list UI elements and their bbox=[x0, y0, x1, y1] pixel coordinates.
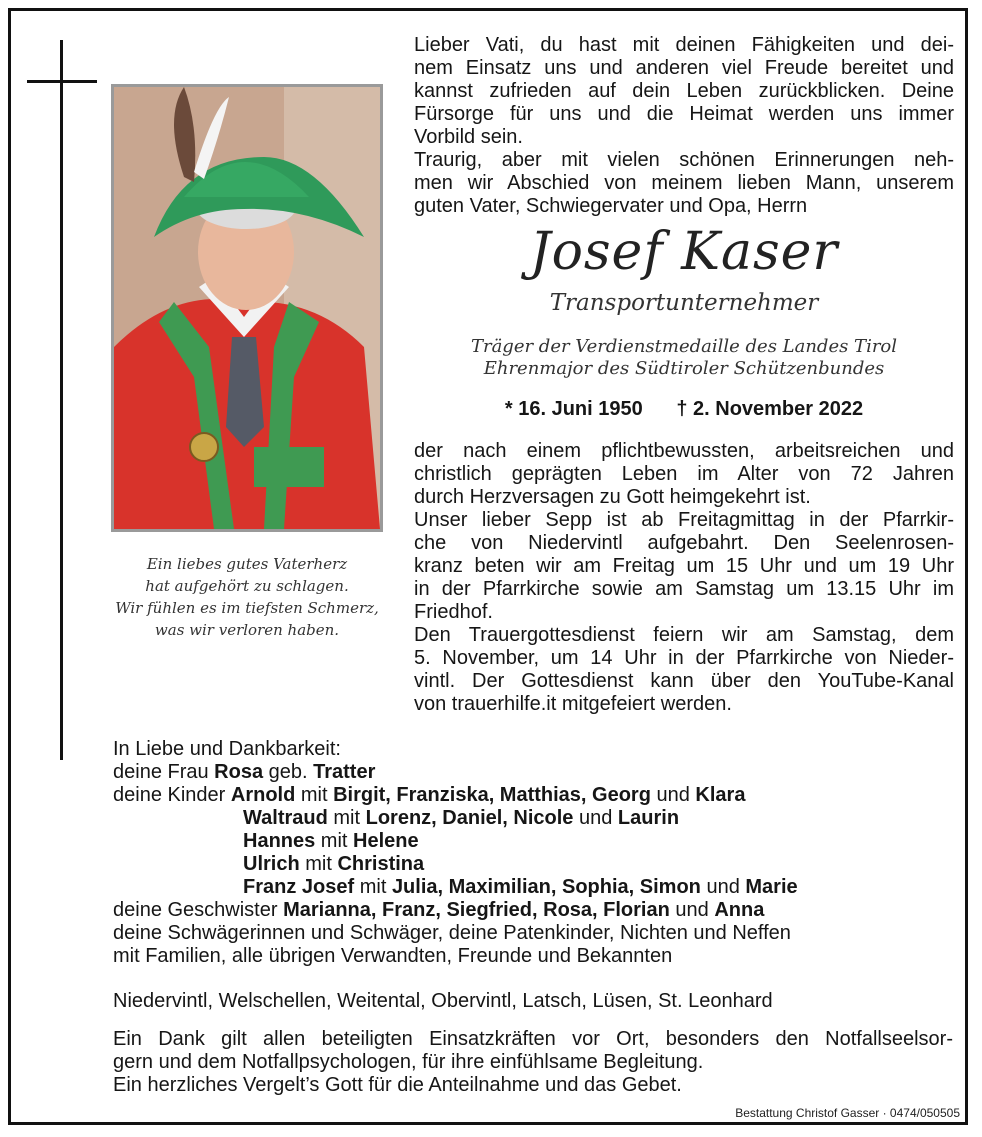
child-row bbox=[113, 807, 933, 830]
connector-text: und bbox=[700, 876, 746, 898]
family-name: Hannes bbox=[243, 830, 316, 852]
family-name: Anna bbox=[714, 899, 765, 921]
family-name: Laurin bbox=[617, 807, 680, 829]
thanks-text bbox=[113, 1028, 953, 1097]
family-name: Birgit, Franziska, Matthias, Georg bbox=[333, 784, 651, 806]
connector-text: mit bbox=[354, 876, 392, 898]
honors bbox=[414, 336, 954, 380]
poem-line: Ein liebes gutes Vaterherz bbox=[146, 555, 348, 573]
portrait-photo bbox=[111, 84, 383, 532]
connector-text: und bbox=[650, 784, 696, 806]
family-name: Marie bbox=[745, 876, 798, 898]
life-dates bbox=[414, 398, 954, 421]
body-line: Unser lieber Sepp ist ab Freitagmittag in der Pfarrkir- bbox=[414, 509, 954, 531]
family-name: Helene bbox=[353, 830, 419, 852]
siblings-names bbox=[283, 899, 764, 921]
wife-name: Rosa bbox=[214, 761, 264, 783]
family-name: Lorenz, Daniel, Nicole bbox=[365, 807, 574, 829]
connector-text: mit bbox=[327, 807, 366, 829]
wife-maiden-name: Tratter bbox=[313, 761, 376, 783]
child-row bbox=[231, 784, 746, 806]
body-line: in der Pfarrkirche sowie am Samstag um 13.15 Uhr im bbox=[414, 578, 954, 600]
thanks-line: Ein Dank gilt allen beteiligten Einsatzkräften vor Ort, besonders den Notfallseelsor- bbox=[113, 1028, 953, 1050]
family-name: Marianna, Franz, Siegfried, Rosa, Florian bbox=[283, 899, 670, 921]
deceased-name: Josef Kaser bbox=[529, 222, 839, 282]
body-line: 5. November, um 14 Uhr in der Pfarrkirche von Nieder- bbox=[414, 647, 954, 669]
children-prefix: deine Kinder bbox=[113, 784, 231, 806]
body-line: der nach einem pflichtbewussten, arbeitsreichen und bbox=[414, 440, 954, 462]
body-line: durch Herzversagen zu Gott heimgekehrt ist. bbox=[414, 486, 811, 508]
poem bbox=[111, 553, 383, 641]
family-name: Arnold bbox=[230, 784, 296, 806]
body-line: vintl. Der Gottesdienst kann über den YouTube-Kanal bbox=[414, 670, 954, 692]
family-list bbox=[113, 738, 933, 968]
places: Niedervintl, Welschellen, Weitental, Obervintl, Latsch, Lüsen, St. Leonhard bbox=[113, 990, 773, 1012]
child-row bbox=[113, 876, 933, 899]
family-others-line: deine Schwägerinnen und Schwäger, deine Patenkinder, Nichten und Neffen bbox=[113, 922, 791, 944]
connector-text: mit bbox=[299, 853, 338, 875]
family-opening: In Liebe und Dankbarkeit: bbox=[113, 738, 341, 760]
poem-line: was wir verloren haben. bbox=[154, 621, 340, 639]
family-wife bbox=[113, 761, 933, 784]
death-date: † 2. November 2022 bbox=[676, 398, 864, 420]
family-others-line: mit Familien, alle übrigen Verwandten, Freunde und Bekannten bbox=[113, 945, 673, 967]
family-name: Julia, Maximilian, Sophia, Simon bbox=[391, 876, 701, 898]
child-row bbox=[113, 830, 933, 853]
wife-prefix: deine Frau bbox=[113, 761, 215, 783]
body-line: che von Niedervintl aufgebahrt. Den Seelenrosen- bbox=[414, 532, 954, 554]
family-name: Franz Josef bbox=[243, 876, 355, 898]
family-children-first bbox=[113, 784, 933, 807]
poem-line: hat aufgehört zu schlagen. bbox=[145, 577, 349, 595]
poem-line: Wir fühlen es im tiefsten Schmerz, bbox=[115, 599, 379, 617]
intro-line: guten Vater, Schwiegervater und Opa, Herrn bbox=[414, 195, 808, 217]
cross-icon-bar bbox=[27, 80, 97, 83]
intro-line: men wir Abschied von meinem lieben Mann, unserem bbox=[414, 172, 954, 194]
intro-line: kannst zufrieden auf dein Leben zurückblicken. Deine bbox=[414, 80, 954, 102]
intro-line: Fürsorge für uns und die Heimat werden uns immer bbox=[414, 103, 954, 125]
body-line: von trauerhilfe.it mitgefeiert werden. bbox=[414, 693, 732, 715]
family-name: Ulrich bbox=[243, 853, 300, 875]
wife-geb: geb. bbox=[263, 761, 314, 783]
birth-date: * 16. Juni 1950 bbox=[504, 398, 643, 420]
undertaker-info: Bestattung Christof Gasser · 0474/050505 bbox=[735, 1106, 960, 1120]
intro-line: Traurig, aber mit vielen schönen Erinnerungen neh- bbox=[414, 149, 954, 171]
connector-text: mit bbox=[295, 784, 334, 806]
body-text bbox=[414, 440, 954, 716]
body-line: Den Trauergottesdienst feiern wir am Samstag, dem bbox=[414, 624, 954, 646]
family-name: Klara bbox=[695, 784, 746, 806]
body-line: christlich geprägten Leben im Alter von 72 Jahren bbox=[414, 463, 954, 485]
honor-line: Ehrenmajor des Südtiroler Schützenbundes bbox=[483, 358, 885, 379]
family-name: Christina bbox=[337, 853, 425, 875]
intro-line: Vorbild sein. bbox=[414, 126, 523, 148]
family-siblings bbox=[113, 899, 933, 922]
thanks-line: gern und dem Notfallpsychologen, für ihre einfühlsame Begleitung. bbox=[113, 1051, 704, 1073]
connector-text: und bbox=[669, 899, 715, 921]
connector-text: und bbox=[573, 807, 618, 829]
profession: Transportunternehmer bbox=[549, 290, 819, 316]
connector-text: mit bbox=[315, 830, 354, 852]
intro-line: nem Einsatz uns und anderen viel Freude bereitet und bbox=[414, 57, 954, 79]
family-name: Waltraud bbox=[243, 807, 328, 829]
intro-text bbox=[414, 34, 954, 218]
intro-line: Lieber Vati, du hast mit deinen Fähigkeiten und dei- bbox=[414, 34, 954, 56]
child-row bbox=[113, 853, 933, 876]
cross-icon bbox=[60, 40, 63, 760]
honor-line: Träger der Verdienstmedaille des Landes Tirol bbox=[470, 336, 898, 357]
thanks-line: Ein herzliches Vergelt’s Gott für die Anteilnahme und das Gebet. bbox=[113, 1074, 682, 1096]
body-line: Friedhof. bbox=[414, 601, 493, 623]
siblings-prefix: deine Geschwister bbox=[113, 899, 284, 921]
body-line: kranz beten wir am Freitag um 15 Uhr und um 19 Uhr bbox=[414, 555, 954, 577]
